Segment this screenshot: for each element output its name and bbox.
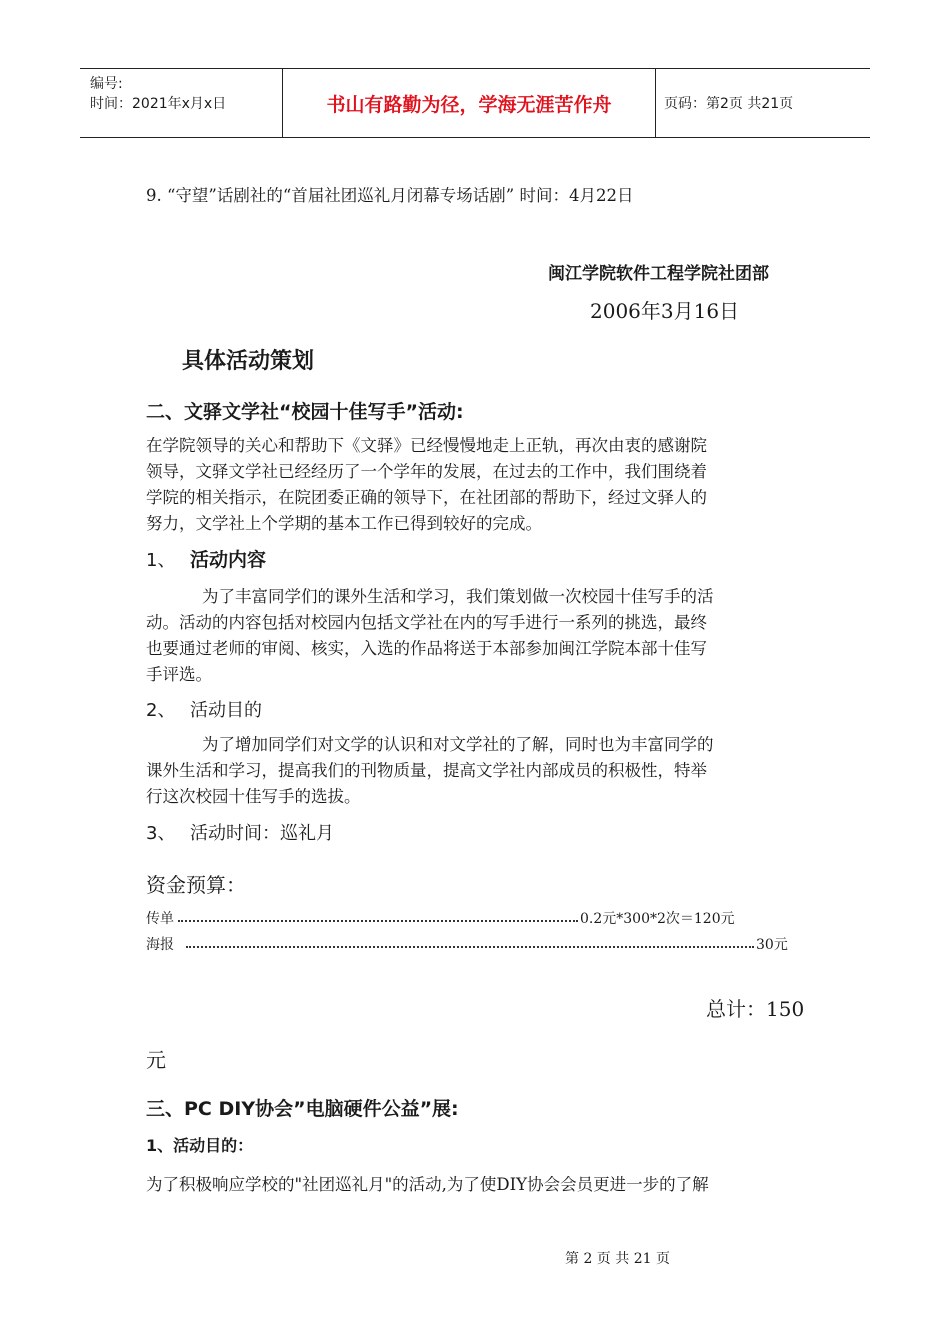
signature-date: 2006年3月16日 [590,299,740,323]
header-divider [655,69,656,137]
section-2-intro [146,433,707,537]
paragraph-line: 在学院领导的关心和帮助下《文驿》已经慢慢地走上正轨，再次由衷的感谢院 [146,436,707,455]
paragraph-line: 课外生活和学习，提高我们的刊物质量，提高文学社内部成员的积极性，特举 [146,761,707,780]
section-2-title: 二、文驿文学社“校园十佳写手”活动: [146,401,464,423]
budget-item-value: 30元 [756,937,788,953]
header-time-label: 时间：2021年x月x日 [90,96,227,112]
subsection-3-title: 活动时间：巡礼月 [190,823,334,844]
paragraph-line: 为了丰富同学们的课外生活和学习，我们策划做一次校园十佳写手的活 [202,587,714,606]
header-meta [90,74,226,114]
plan-title: 具体活动策划 [182,349,315,374]
paragraph-line: 手评选。 [146,665,212,684]
subsection-3-number: 3、 [146,823,176,844]
subsection-2-title: 活动目的 [190,700,262,721]
header-motto: 书山有路勤为径，学海无涯苦作舟 [326,93,612,116]
paragraph-line: 努力，文学社上个学期的基本工作已得到较好的完成。 [146,514,542,533]
paragraph-line: 动。活动的内容包括对校园内包括文学社在内的写手进行一系列的挑选，最终 [146,613,707,632]
budget-title: 资金预算： [146,873,246,897]
dotted-leader [186,946,754,948]
header-number-label: 编号: [90,76,123,92]
subsection-1-text [146,584,714,688]
paragraph-line: 行这次校园十佳写手的选拔。 [146,787,361,806]
section-3-sub1: 1、活动目的： [146,1136,254,1155]
subsection-1-title: 活动内容 [190,549,267,571]
dotted-leader [178,920,578,922]
paragraph-line: 为了增加同学们对文学的认识和对文学社的了解，同时也为丰富同学的 [202,735,714,754]
paragraph-line: 领导，文驿文学社已经经历了一个学年的发展，在过去的工作中，我们围绕着 [146,462,707,481]
paragraph-line: 也要通过老师的审阅、核实，入选的作品将送于本部参加闽江学院本部十佳写 [146,639,707,658]
budget-item-value: 0.2元*300*2次＝120元 [580,911,735,927]
budget-total-unit: 元 [146,1048,166,1072]
page-header [80,68,870,138]
section-3-text: 为了积极响应学校的"社团巡礼月"的活动,为了使DIY协会会员更进一步的了解 [146,1175,709,1194]
subsection-2-number: 2、 [146,700,176,721]
signature-org: 闽江学院软件工程学院社团部 [548,264,769,284]
budget-item-name: 传单 [146,911,174,927]
subsection-1-number: 1、 [146,550,176,571]
budget-total: 总计：150 [706,997,805,1021]
budget-item-name: 海报 [146,937,174,953]
paragraph-line: 学院的相关指示，在院团委正确的领导下，在社团部的帮助下，经过文驿人的 [146,488,707,507]
page-footer: 第 2 页 共 21 页 [565,1251,670,1267]
header-page-info: 页码：第2页 共21页 [664,96,794,112]
item-9: 9. “守望”话剧社的“首届社团巡礼月闭幕专场话剧” 时间：4月22日 [146,186,634,205]
subsection-2-text [146,732,714,810]
section-3-title: 三、PC DIY协会”电脑硬件公益”展: [146,1098,459,1120]
